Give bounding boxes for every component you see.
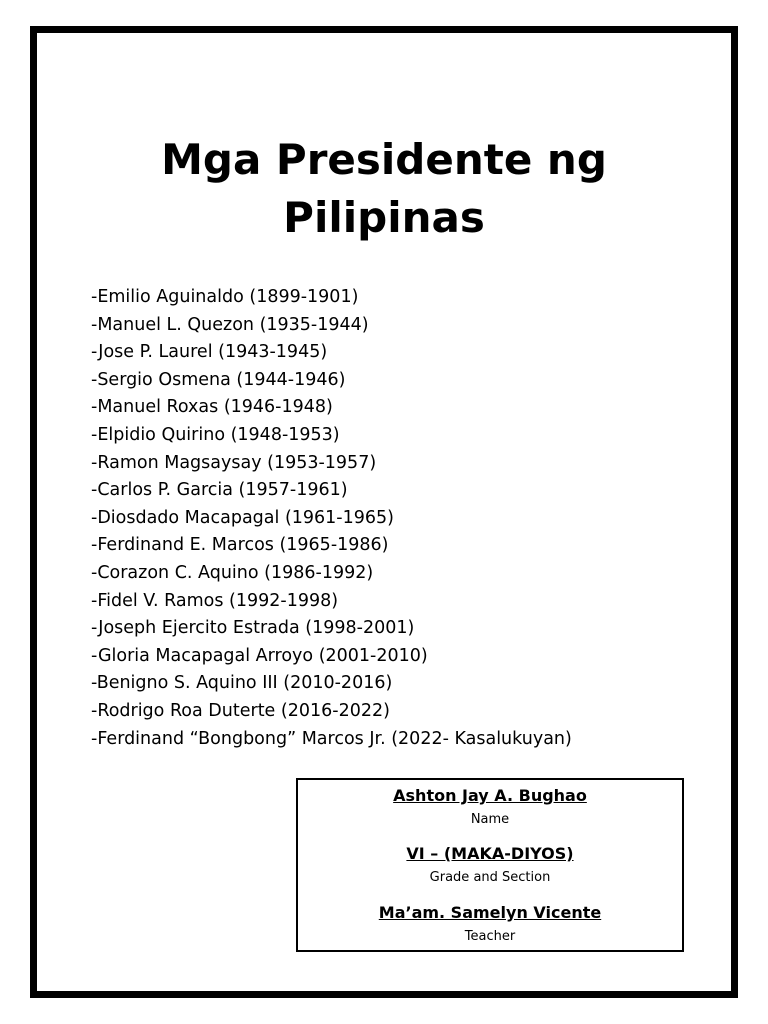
teacher-label: Teacher [464,929,516,944]
list-item: -Corazon C. Aquino (1986-1992) [91,562,374,583]
student-info-box [296,778,684,952]
student-name: Ashton Jay A. Bughao [393,786,587,805]
list-item: -Diosdado Macapagal (1961-1965) [91,507,394,528]
list-item: -Jose P. Laurel (1943-1945) [91,342,328,363]
list-item: -Emilio Aguinaldo (1899-1901) [91,287,359,307]
list-item: -Sergio Osmena (1944-1946) [91,369,346,390]
list-item: -Gloria Macapagal Arroyo (2001-2010) [91,645,428,666]
section-group [298,844,682,886]
list-item: -Fidel V. Ramos (1992-1998) [91,590,339,611]
list-item: -Joseph Ejercito Estrada (1998-2001) [91,618,415,639]
grade-section: VI – (MAKA-DIYOS) [406,844,574,863]
page-border [30,26,738,998]
title-line-1: Mga Presidente ng [161,135,607,184]
list-item: -Manuel L. Quezon (1935-1944) [91,314,369,335]
list-item: -Benigno S. Aquino III (2010-2016) [91,673,393,694]
list-item: -Ferdinand “Bongbong” Marcos Jr. (2022- Kasalukuyan) [91,728,572,749]
name-group [298,786,682,828]
title-line-2: Pilipinas [283,193,485,242]
list-item: -Ramon Magsaysay (1953-1957) [91,452,377,473]
list-item: -Ferdinand E. Marcos (1965-1986) [91,535,389,556]
list-item: -Elpidio Quirino (1948-1953) [91,424,340,445]
list-item: -Rodrigo Roa Duterte (2016-2022) [91,700,390,721]
name-label: Name [470,812,510,827]
page-title [37,131,731,247]
teacher-group [298,903,682,945]
president-list [91,284,572,753]
list-item: -Manuel Roxas (1946-1948) [91,397,333,418]
teacher-name: Ma’am. Samelyn Vicente [378,903,602,922]
grade-section-label: Grade and Section [429,870,551,885]
list-item: -Carlos P. Garcia (1957-1961) [91,480,348,501]
